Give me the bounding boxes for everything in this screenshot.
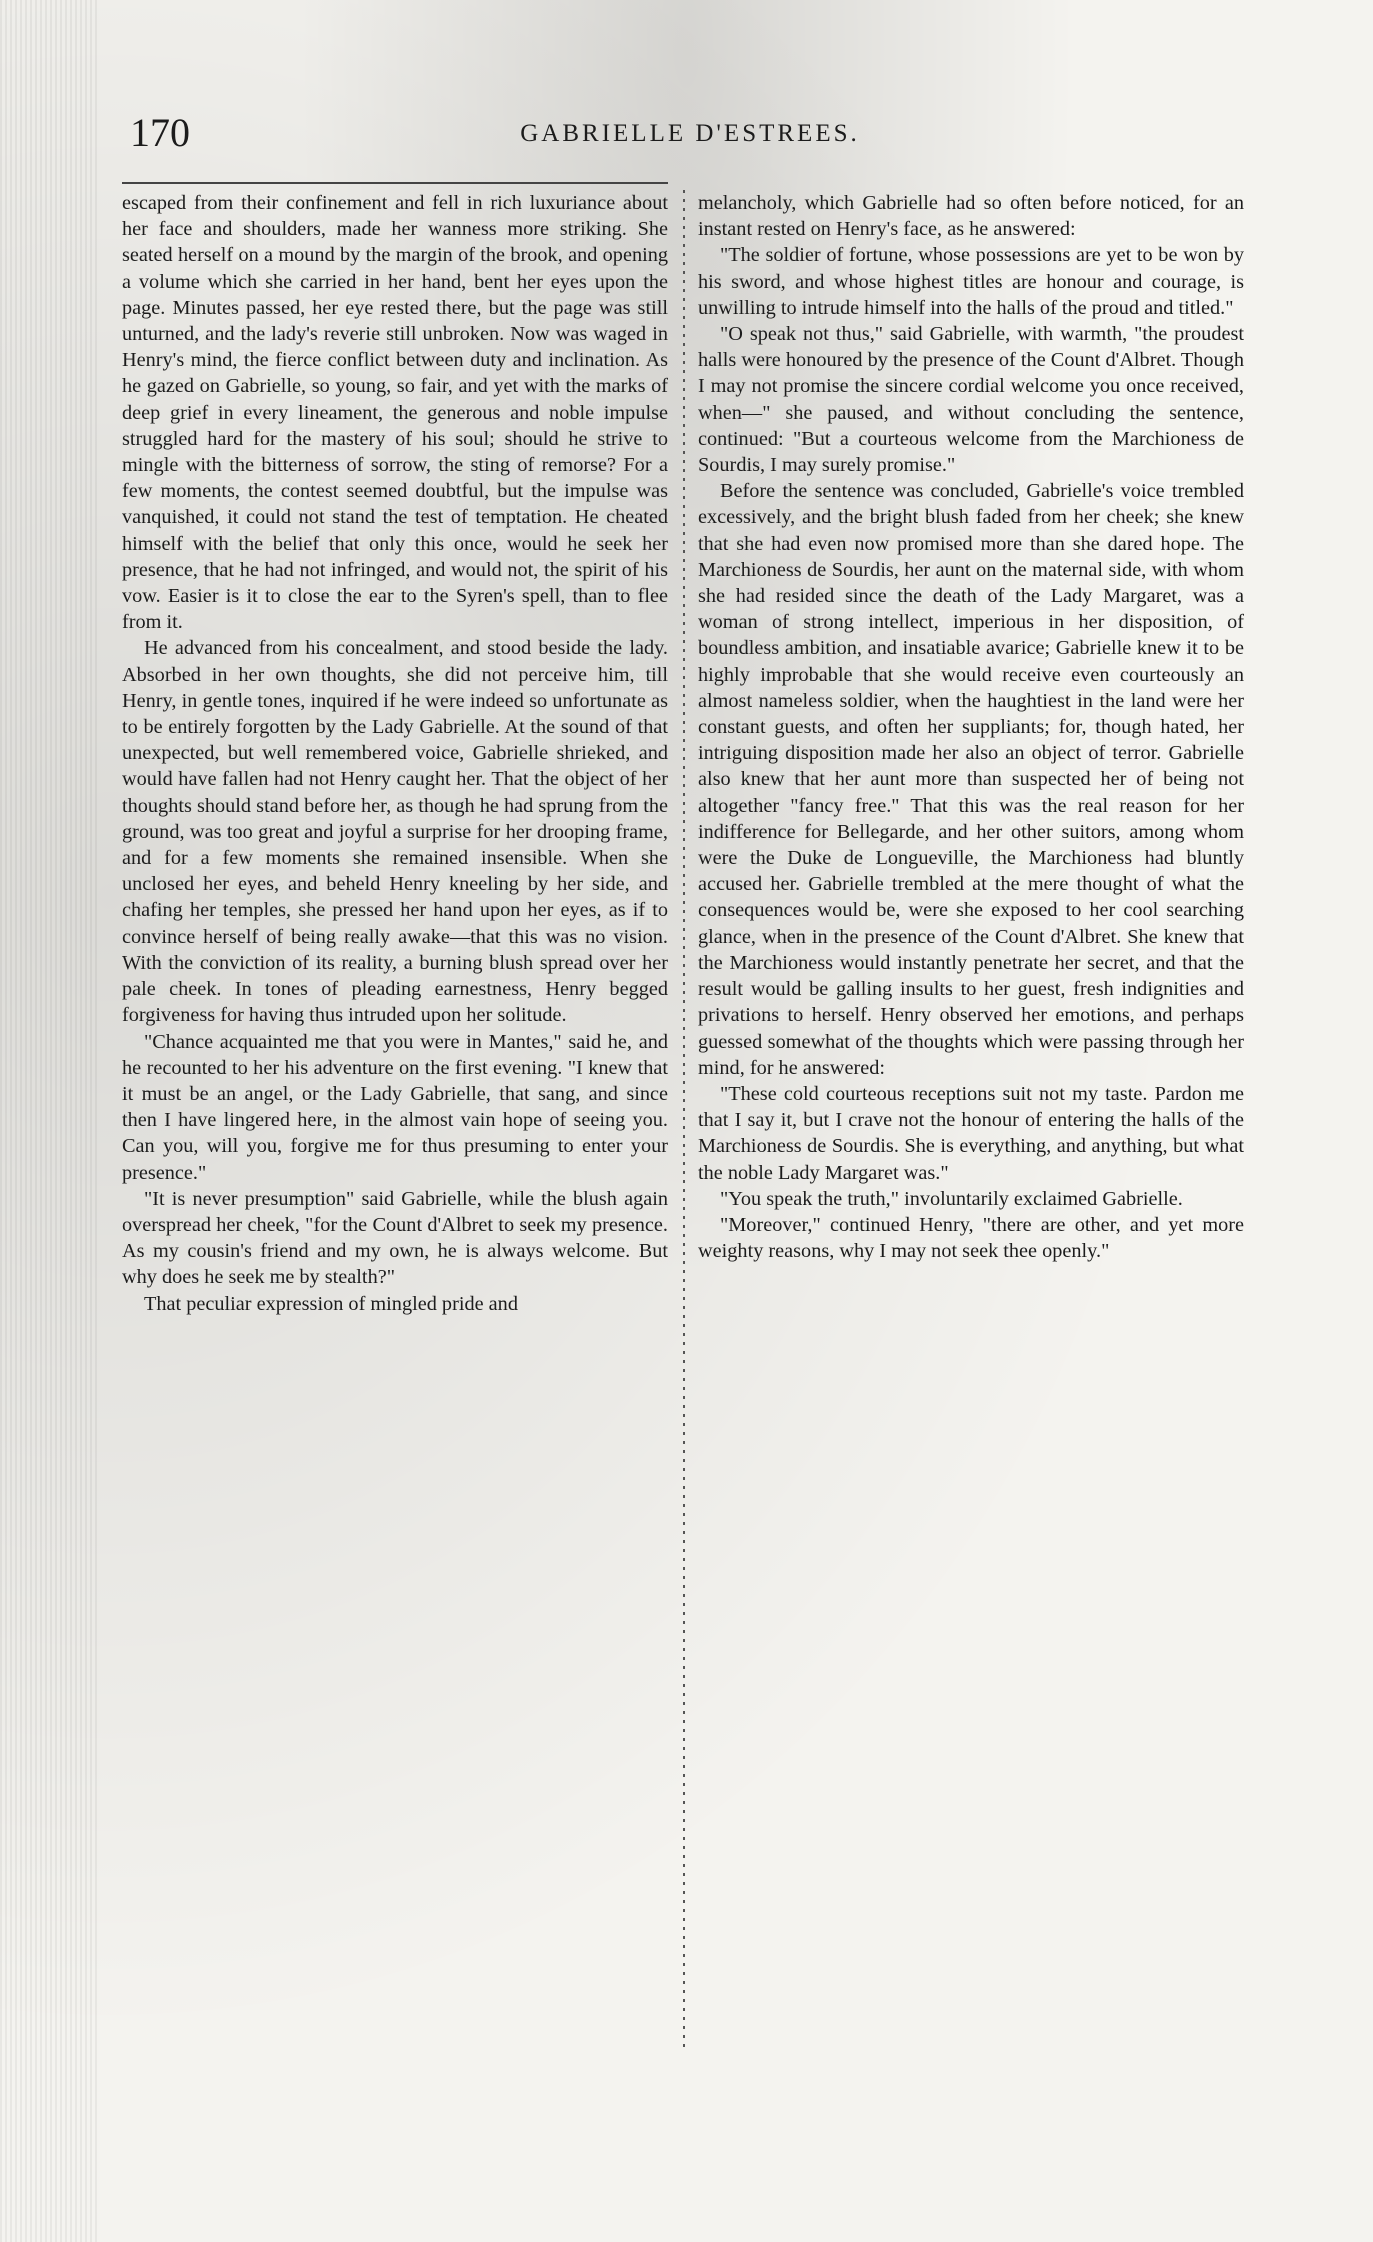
paragraph: That peculiar expression of mingled pride and [144, 1292, 518, 1315]
paragraph: "You speak the truth," involuntarily exclaimed Gabrielle. [720, 1187, 1183, 1210]
paragraph: "The soldier of fortune, whose possessions are yet to be won by his sword, and whose highest titles are honour and courage, is unwilling to intrude himself into the halls of the proud and titled." [698, 244, 1244, 319]
page-header [125, 110, 1255, 156]
header-rule [122, 182, 668, 184]
column-divider [679, 190, 689, 2050]
paragraph: melancholy, which Gabrielle had so often before noticed, for an instant rested on Henry's face, as he answered: [698, 192, 1244, 241]
right-column [698, 190, 1244, 1264]
paragraph: "Chance acquainted me that you were in Mantes," said he, and he recounted to her his adventure on the first evening. "I knew that it must be an angel, or the Lady Gabrielle, that sang, and since then I have lingered here, in the almost vain hope of seeing you. Can you, will you, forgive me for thus presuming to enter your presence." [122, 1030, 668, 1184]
left-column [122, 190, 668, 1317]
paragraph: "These cold courteous receptions suit not my taste. Pardon me that I say it, but I crave not the honour of entering the halls of the Marchioness de Sourdis. She is everything, and anything, but what the noble Lady Margaret was." [698, 1082, 1244, 1184]
page-number: 170 [130, 110, 190, 155]
paragraph: "Moreover," continued Henry, "there are other, and yet more weighty reasons, why I may not seek thee openly." [698, 1213, 1244, 1263]
paragraph: He advanced from his concealment, and stood beside the lady. Absorbed in her own thoughts, she did not perceive him, till Henry, in gentle tones, inquired if he were indeed so unfortunate as to be entirely forgotten by the Lady Gabrielle. At the sound of that unexpected, but well remembered voice, Gabrielle shrieked, and would have fallen had not Henry caught her. That the object of her thoughts should stand before her, as though he had sprung from the ground, was too great and joyful a surprise for her drooping frame, and for a few moments she remained insensible. When she unclosed her eyes, and beheld Henry kneeling by her side, and chafing her temples, she pressed her hand upon her eyes, as if to convince herself of being really awake—that this was no vision. With the conviction of its reality, a burning blush spread over her pale cheek. In tones of pleading earnestness, Henry begged forgiveness for having thus intruded upon her solitude. [122, 637, 668, 1027]
paragraph: "It is never presumption" said Gabrielle, while the blush again overspread her cheek, "for the Count d'Albret to seek my presence. As my cousin's friend and my own, he is always welcome. But why does he seek me by stealth?" [122, 1187, 668, 1289]
paragraph: Before the sentence was concluded, Gabrielle's voice trembled excessively, and the bright blush faded from her cheek; she knew that she had even now promised more than she dared hope. The Marchioness de Sourdis, her aunt on the maternal side, with whom she had resided since the death of the Lady Margaret, was a woman of strong intellect, imperious in her disposition, of boundless ambition, and insatiable avarice; Gabrielle knew it to be highly improbable that she would receive even courteously an almost nameless soldier, when the haughtiest in the land were her constant guests, and often her suppliants; for, though hated, her intriguing disposition made her also an object of terror. Gabrielle also knew that her aunt more than suspected her of being not altogether "fancy free." That this was the real reason for her indifference for Bellegarde, and her other suitors, among whom were the Duke de Longueville, the Marchioness had bluntly accused her. Gabrielle trembled at the mere thought of what the consequences would be, were she exposed to her cool searching glance, when in the presence of the Count d'Albret. She knew that the Marchioness would instantly penetrate her secret, and that the result would be galling insults to her guest, fresh indignities and privations to herself. Henry observed her emotions, and perhaps guessed somewhat of the thoughts which were passing through her mind, for he answered: [698, 480, 1244, 1079]
paragraph: escaped from their confinement and fell in rich luxuriance about her face and shoulders, made her wanness more striking. She seated herself on a mound by the margin of the brook, and opening a volume which she carried in her hand, bent her eyes upon the page. Minutes passed, her eye rested there, but the page was still unturned, and the lady's reverie still unbroken. Now was waged in Henry's mind, the fierce conflict between duty and inclination. As he gazed on Gabrielle, so young, so fair, and yet with the marks of deep grief in every lineament, the generous and noble impulse struggled hard for the mastery of his soul; should he strive to mingle with the bitterness of sorrow, the sting of remorse? For a few moments, the contest seemed doubtful, but the impulse was vanquished, it could not stand the test of temptation. He cheated himself with the belief that only this once, would he seek her presence, that he had not infringed, and would not, the spirit of his vow. Easier is it to close the ear to the Syren's spell, than to flee from it. [122, 192, 668, 634]
running-head: GABRIELLE D'ESTREES. [520, 120, 860, 147]
paragraph: "O speak not thus," said Gabrielle, with warmth, "the proudest halls were honoured by the presence of the Count d'Albret. Though I may not promise the sincere cordial welcome you once received, when—" she paused, and without concluding the sentence, continued: "But a courteous welcome from the Marchioness de Sourdis, I may surely promise." [698, 323, 1244, 477]
page-gutter-shadow [0, 0, 100, 2242]
